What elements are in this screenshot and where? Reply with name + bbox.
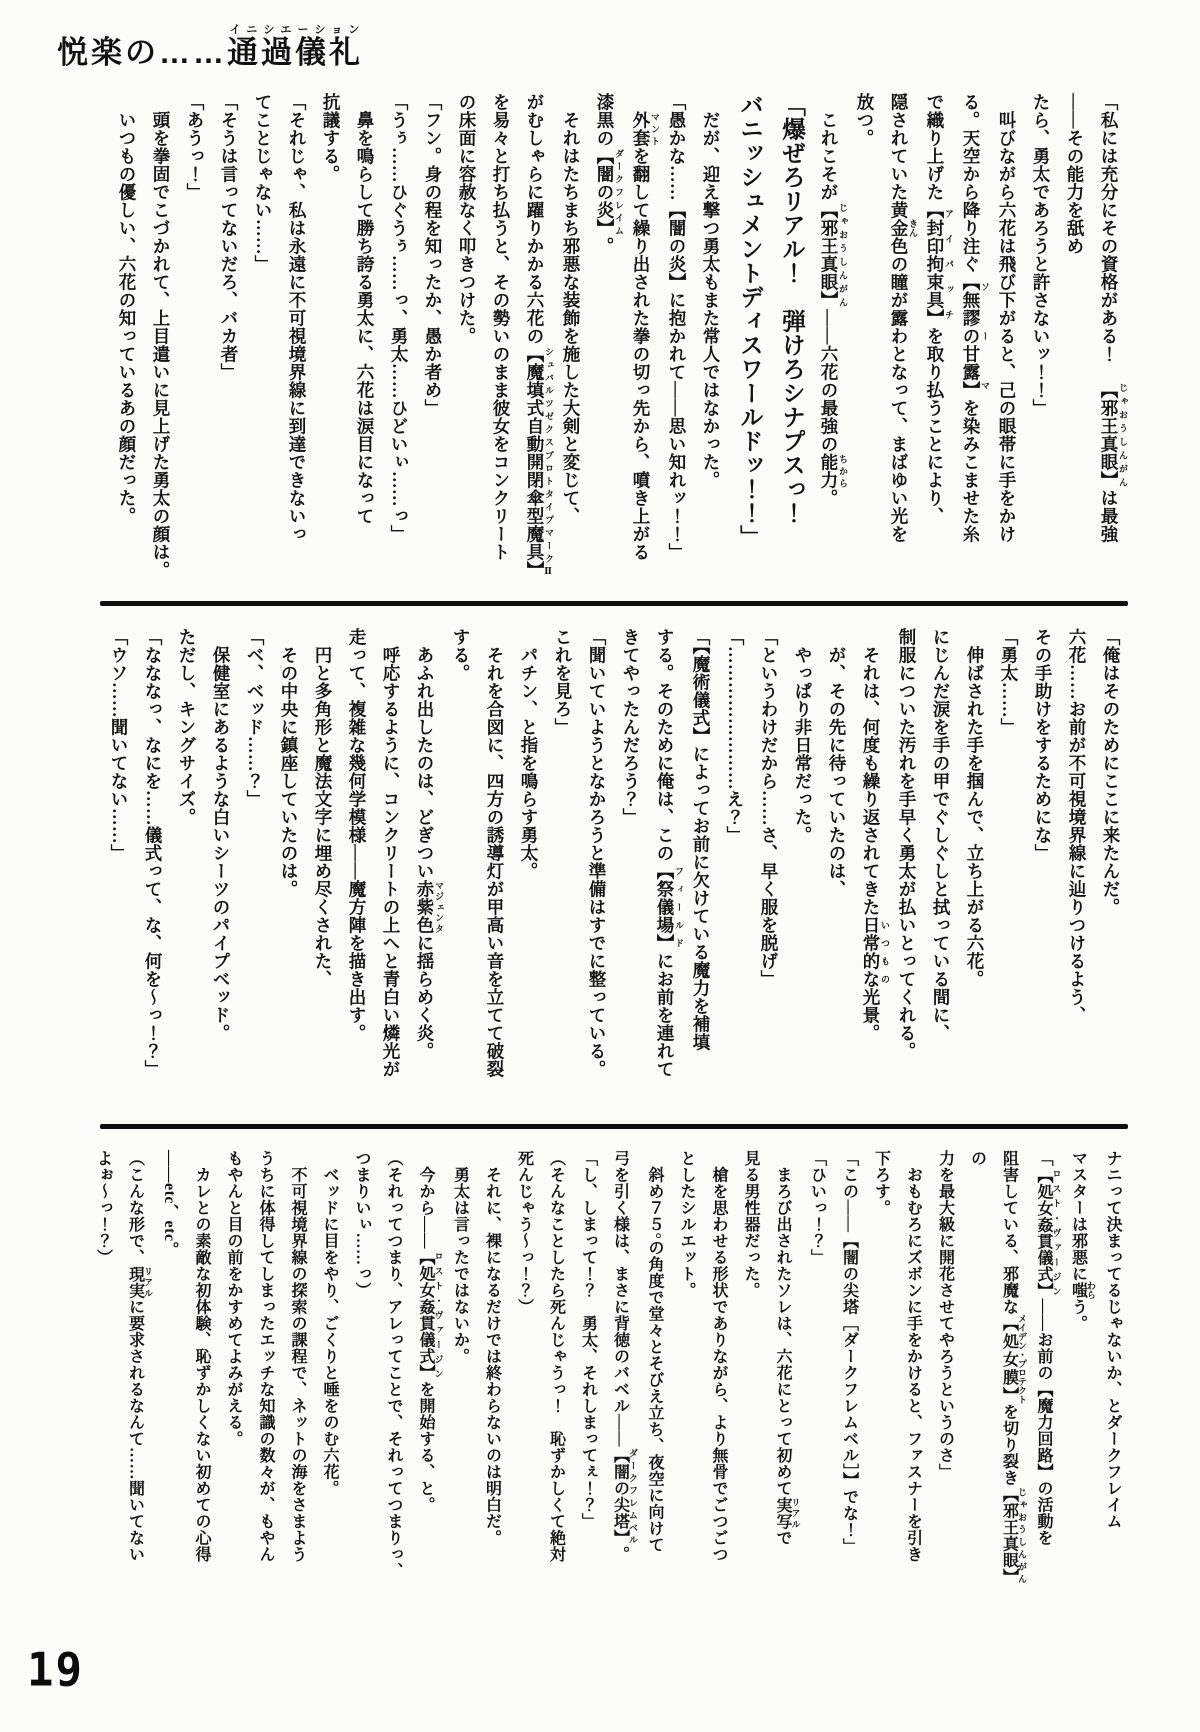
page-title: 悦楽の……通過儀礼イニシエーション bbox=[57, 24, 363, 70]
text-line: 「……………………え？」 bbox=[725, 628, 745, 844]
text-section-3 bbox=[87, 1150, 1129, 1588]
text-line: 叫びながら六花は飛び下がると、己の眼帯に手をかけ bbox=[997, 93, 1017, 543]
text-line: 「ひいっ！？」 bbox=[808, 1150, 826, 1266]
text-line: 「【魔術儀式】によってお前に欠けている魔力を補填 bbox=[691, 628, 711, 1052]
text-line: 「【処女姦貫儀式】 ロスト・ヴァージン――お前の【魔力回路】の活動を bbox=[1035, 1150, 1062, 1546]
text-line: 「ベ、ベッド……？」 bbox=[245, 628, 265, 808]
text-line: これを見ろ」 bbox=[553, 628, 573, 736]
text-line: 「聞いていようとなかろうと準備はすでに整っている。 bbox=[587, 628, 607, 1078]
text-line: ――その能力を舐め bbox=[1065, 93, 1085, 255]
text-line: よぉ～っ！？） bbox=[94, 1150, 112, 1266]
text-line: 弓を引く様は、まさに背徳のバベル――【闇の尖塔】 ダークフレムベル。 bbox=[611, 1150, 638, 1563]
text-line: その手助けをするためにな」 bbox=[1033, 628, 1053, 862]
text-line: 鼻を鳴らして勝ち誇る勇太に、六花は涙目になって bbox=[355, 93, 375, 525]
text-line: する。そのために俺は、この【祭儀場】 フィールドにお前を連れて bbox=[655, 628, 684, 1078]
text-line: にじんだ涙を手の甲でぐしぐしと拭っている間に、 bbox=[931, 628, 951, 1042]
section-divider-2 bbox=[100, 1124, 1128, 1129]
text-line: その中央に鎮座していたのは。 bbox=[279, 628, 299, 898]
text-line: 見る男性器だった。 bbox=[742, 1150, 759, 1299]
text-line: まろび出されたソレは、六花にとって初めて実写 リアルで bbox=[774, 1150, 801, 1546]
text-line: 呼応するように、コンクリートの上へと青白い燐光が bbox=[381, 628, 401, 1078]
text-line: これこそが【邪王真眼】 じゃおうしんがん――六花の最強の能力 ちから。 bbox=[819, 93, 848, 507]
text-line: 今から――【処女姦貫儀式】 ロスト・ヴァージンを開始する、と。 bbox=[417, 1150, 444, 1513]
text-line: 「ウソ……聞いてない……」 bbox=[109, 628, 129, 862]
text-line: マスターは邪悪に嗤 わらう。 bbox=[1069, 1150, 1096, 1332]
text-line: 「爆ぜろリアル！ 弾けろシナプスっ！ bbox=[778, 93, 804, 525]
text-line: 「あうっ！」 bbox=[185, 93, 205, 201]
text-line: てことじゃない……」 bbox=[253, 93, 273, 273]
text-line: あふれ出したのは、どぎつい赤紫色 マジェンタに揺らめく炎。 bbox=[415, 628, 444, 1060]
text-line: 放つ。 bbox=[855, 93, 875, 147]
text-line: 「勇太……」 bbox=[999, 628, 1019, 736]
text-line: 槍を思わせる形状でありながら、より無骨でごつごつ bbox=[710, 1150, 727, 1563]
text-line: カレとの素敵な初体験、恥ずかしくない初めての心得 bbox=[193, 1150, 210, 1563]
text-line: 六花……お前が不可視境界線に辿りつけるよう、 bbox=[1067, 628, 1087, 1024]
text-line: パチン、と指を鳴らす勇太。 bbox=[519, 628, 539, 880]
text-line: いつもの優しい、六花の知っているあの顔だった。 bbox=[117, 93, 137, 525]
text-line: 漆黒の【闇の炎】 ダークフレイム。 bbox=[595, 93, 624, 255]
text-line: 抗議する。 bbox=[321, 93, 341, 183]
text-line: ベッドに目をやり、ごくりと唾をのむ六花。 bbox=[321, 1150, 338, 1497]
text-line: 走って、複雑な幾何学模様――魔方陣を描き出す。 bbox=[347, 628, 367, 1042]
text-line: 頭を拳固でこづかれて、上目遣いに見上げた勇太の顔は。 bbox=[151, 93, 171, 579]
text-line: 「それじゃ、私は永遠に不可視境界線に到達できないっ bbox=[287, 93, 307, 543]
text-line: 「フン。身の程を知ったか、愚か者め」 bbox=[423, 93, 443, 417]
section-divider-1 bbox=[100, 601, 1128, 606]
text-line: やっぱり非日常だった。 bbox=[793, 628, 813, 844]
text-line: 隠されていた黄金 きん色の瞳が露わとなって、まばゆい光を bbox=[889, 93, 918, 543]
text-line: 「なななっ、なにを……儀式って、な、何を～っ！？」 bbox=[143, 628, 163, 1078]
text-line: （それってつまり、アレってことで、それってつまりっ、 bbox=[385, 1150, 402, 1579]
text-line: それに、裸になるだけでは終わらないのは明白だ。 bbox=[483, 1150, 501, 1546]
text-section-2 bbox=[102, 628, 1128, 1118]
text-line: 保健室にあるような白いシーツのパイプベッド。 bbox=[211, 628, 231, 1042]
text-line: がむしゃらに躍りかかる六花の【魔填式自動開閉傘型魔具】 シュバルツゼクスプロトタイプマークⅡ bbox=[525, 93, 554, 579]
text-line: 「うぅ……ひぐうぅ……っ、勇太……ひどいぃ……っ」 bbox=[389, 93, 409, 543]
text-line: もやんと目の前をかすめてよみがえる。 bbox=[225, 1150, 242, 1447]
text-section-1 bbox=[110, 93, 1128, 598]
text-line: が、その先に待っていたのは、 bbox=[827, 628, 847, 898]
text-line: 「愚かな……【闇の炎】に抱かれて――思い知れッ！！」 bbox=[667, 93, 687, 561]
text-line: する。 bbox=[451, 628, 471, 682]
text-line: 「そうは言ってないだろ、バカ者」 bbox=[219, 93, 239, 381]
text-line: それは、何度も繰り返されてきた日常的な いつもの光景。 bbox=[861, 628, 890, 1042]
text-line: つまりいぃ……っ） bbox=[353, 1150, 370, 1299]
text-line: 下ろす。 bbox=[872, 1150, 890, 1216]
text-line: バニッシュメントディスワールドッ！！」 bbox=[736, 93, 762, 549]
text-line: ナニって決まってるじゃないか、とダークフレイム bbox=[1104, 1150, 1121, 1530]
text-line: としたシルエット。 bbox=[678, 1150, 695, 1299]
text-line: （そんなことしたら死んじゃうっ！ 恥ずかしくて絶対 bbox=[547, 1150, 565, 1563]
text-line: の床面に容赦なく叩きつけた。 bbox=[457, 93, 477, 345]
page-number: 19 bbox=[27, 1643, 84, 1698]
text-line: 「俺はそのためにここに来たんだ。 bbox=[1101, 628, 1121, 916]
text-line: 斜め７５°の角度で堂々とそびえ立ち、夜空に向けて bbox=[646, 1150, 663, 1553]
text-line: たら、勇太であろうと許さないッ！！」 bbox=[1031, 93, 1051, 417]
text-line: だが、迎え撃つ勇太もまた常人ではなかった。 bbox=[701, 93, 721, 489]
text-line: で織り上げた【封印拘束具】 アイパッチを取り払うことにより、 bbox=[925, 93, 954, 525]
text-line: それはたちまち邪悪な装飾を施した大剣と変じて、 bbox=[561, 93, 581, 525]
text-line: 円と多角形と魔法文字に埋め尽くされた、 bbox=[313, 628, 333, 988]
text-line: ただし、キングサイズ。 bbox=[177, 628, 197, 826]
text-line: おもむろにズボンに手をかけると、ファスナーを引き bbox=[904, 1150, 922, 1563]
text-line: 「この――【闇の尖塔［ダークフレムベル］】でな！」 bbox=[840, 1150, 858, 1555]
text-line: それを合図に、四方の誘導灯が甲高い音を立てて破裂 bbox=[485, 628, 505, 1078]
text-line: ――etc、etc。 bbox=[161, 1150, 178, 1259]
text-line: 不可視境界線の探索の課程で、ネットの海をさまよう bbox=[289, 1150, 306, 1563]
text-line: 「し、しまって！？ 勇太、それしまってぇ！？」 bbox=[579, 1150, 597, 1530]
text-line: 外套 マントを翻して繰り出された拳の切っ先から、噴き上がる bbox=[631, 111, 660, 561]
text-line: 伸ばされた手を掴んで、立ち上がる六花。 bbox=[965, 628, 985, 988]
text-line: 阻害している、邪魔な【処女膜】 メイデン・プロテクトを切り裂き【邪王真眼】 じゃおうしんがんの bbox=[968, 1150, 1027, 1585]
text-line: 制服についた汚れを手早く勇太が払いとってくれる。 bbox=[897, 628, 917, 1060]
text-line: 「というわけだから……さ、早く服を脱げ」 bbox=[759, 628, 779, 988]
text-line: きてやったんだろう？」 bbox=[621, 628, 641, 826]
text-line: 勇太は言ったではないか。 bbox=[451, 1150, 469, 1365]
text-line: る。天空から降り注ぐ【無謬の甘露】 ソーマを染みこませた糸 bbox=[961, 93, 990, 543]
text-line: を易々と打ち払うと、その勢いのまま彼女をコンクリート bbox=[491, 93, 511, 561]
text-line: うちに体得してしまったエッチな知識の数々が、もやん bbox=[257, 1150, 274, 1563]
text-line: 「私には充分にその資格がある！ 【邪王真眼】 じゃおうしんがんは最強 bbox=[1099, 93, 1128, 543]
text-line: （こんな形で、現実 リアルに要求されるなんて……聞いてない bbox=[126, 1150, 153, 1563]
text-line: 死んじゃう～っ！？） bbox=[515, 1150, 533, 1315]
text-line: 力を最大級に開花させてやろうというのさ」 bbox=[936, 1150, 954, 1480]
